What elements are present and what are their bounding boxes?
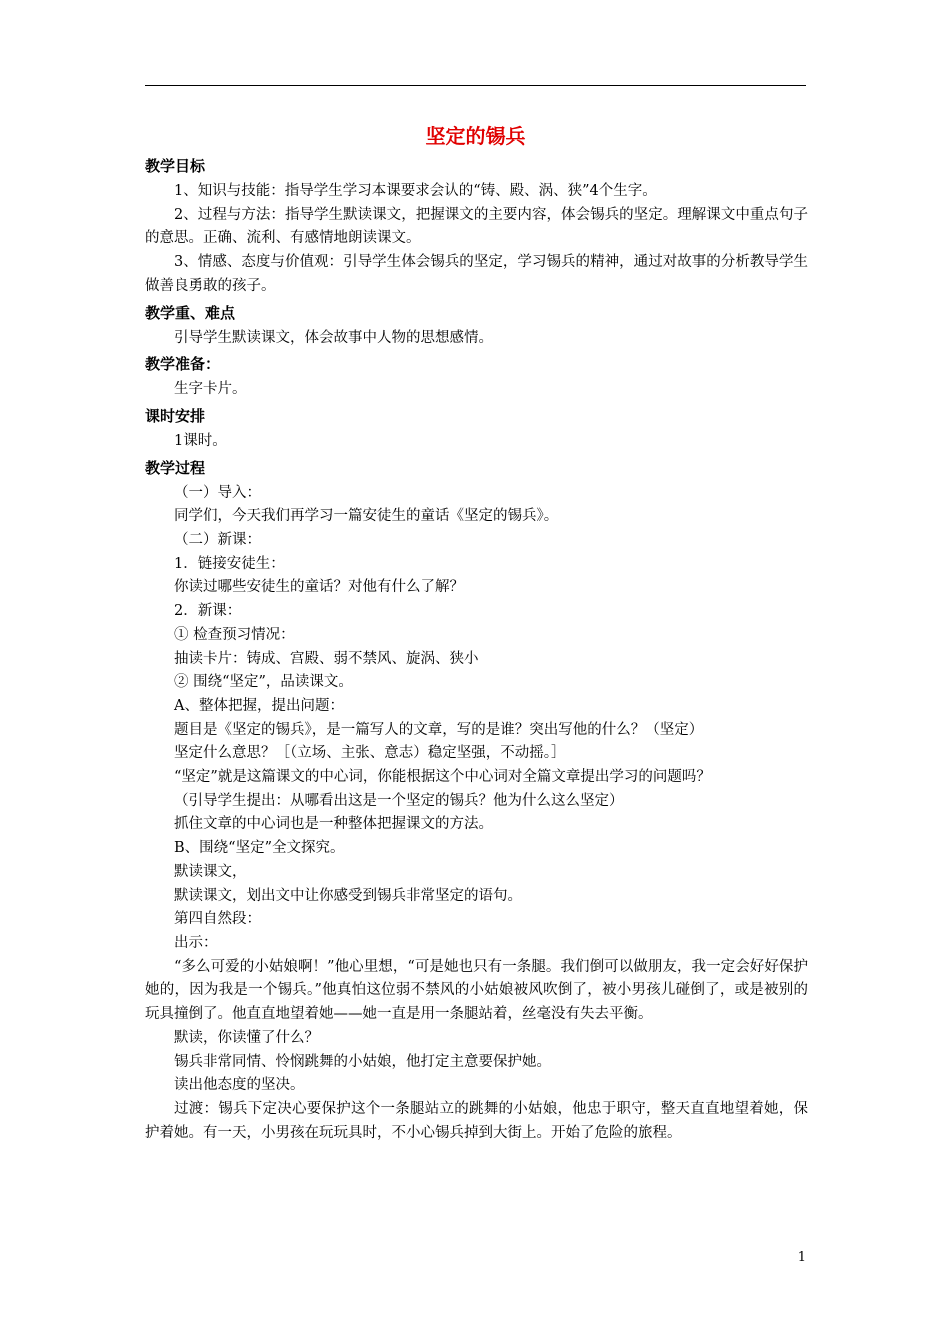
process-paragraph: 抓住文章的中心词也是一种整体把握课文的方法。 xyxy=(174,816,493,833)
process-paragraph: A、整体把握，提出问题： xyxy=(174,697,344,714)
process-paragraph: 默读课文， xyxy=(174,863,247,880)
process-paragraph: 读出他态度的坚决。 xyxy=(174,1077,305,1094)
process-paragraph: 锡兵非常同情、怜悯跳舞的小姑娘，他打定主意要保护她。 xyxy=(174,1053,551,1070)
process-paragraph: “多么可爱的小姑娘啊！”他心里想，“可是她也只有一条腿。我们倒可以做朋友，我一定会好好保护她的，因为我是一个锡兵。”他真怕这位弱不禁风的小姑娘被风吹倒了，被小男孩儿碰倒了，或是被别的玩具撞倒了。他直直地望着她——她一直是用一条腿站着，丝毫没有失去平衡。 xyxy=(145,958,808,1023)
section-heading-key-points: 教学重、难点 xyxy=(145,303,236,322)
process-paragraph: 2．新课： xyxy=(174,603,242,620)
process-paragraph: 同学们，今天我们再学习一篇安徒生的童话《坚定的锡兵》。 xyxy=(174,508,559,525)
document-body xyxy=(145,154,808,1145)
objective-item: 2、过程与方法：指导学生默读课文，把握课文的主要内容，体会锡兵的坚定。理解课文中重点句子的意思。正确、流利、有感情地朗读课文。 xyxy=(145,206,808,247)
header-rule xyxy=(145,85,806,86)
preparation-text: 生字卡片。 xyxy=(174,381,247,398)
document-title: 坚定的锡兵 xyxy=(425,124,526,148)
process-paragraph: （引导学生提出：从哪看出这是一个坚定的锡兵？他为什么这么坚定） xyxy=(174,792,624,809)
objective-item: 1、知识与技能：指导学生学习本课要求会认的“铸、殿、涡、狭”4个生字。 xyxy=(174,183,657,199)
section-heading-preparation: 教学准备： xyxy=(145,355,221,374)
process-paragraph: ① 检查预习情况： xyxy=(174,626,295,643)
process-paragraph: 默读课文，划出文中让你感受到锡兵非常坚定的语句。 xyxy=(174,887,522,904)
process-paragraph: 坚定什么意思？［（立场、主张、意志）稳定坚强，不动摇。］ xyxy=(174,745,566,762)
process-paragraph: “坚定”就是这篇课文的中心词，你能根据这个中心词对全篇文章提出学习的问题吗？ xyxy=(174,769,711,786)
section-heading-schedule: 课时安排 xyxy=(145,406,206,425)
schedule-text: 1课时。 xyxy=(174,432,227,449)
process-paragraph: （一）导入： xyxy=(174,484,261,501)
process-paragraph: 题目是《坚定的锡兵》，是一篇写人的文章，写的是谁？突出写他的什么？（坚定） xyxy=(174,721,704,738)
process-paragraph: 过渡：锡兵下定决心要保护这个一条腿站立的跳舞的小姑娘，他忠于职守，整天直直地望着她，保护着她。有一天，小男孩在玩玩具时，不小心锡兵掉到大街上。开始了危险的旅程。 xyxy=(145,1100,808,1141)
objective-item: 3、情感、态度与价值观：引导学生体会锡兵的坚定，学习锡兵的精神，通过对故事的分析教导学生做善良勇敢的孩子。 xyxy=(145,254,808,294)
process-paragraph: 默读，你读懂了什么？ xyxy=(174,1029,319,1046)
section-heading-process: 教学过程 xyxy=(145,458,206,477)
section-heading-objectives: 教学目标 xyxy=(145,157,206,175)
process-paragraph: 抽读卡片：铸成、宫殿、弱不禁风、旋涡、狭小 xyxy=(174,650,479,667)
process-paragraph: B、围绕“坚定”全文探究。 xyxy=(174,840,345,857)
process-paragraph: 1．链接安徒生： xyxy=(174,555,285,572)
process-paragraph: 你读过哪些安徒生的童话？对他有什么了解？ xyxy=(174,579,464,596)
process-paragraph: 第四自然段： xyxy=(174,911,261,928)
process-paragraph: 出示： xyxy=(174,934,218,951)
page-number: 1 xyxy=(797,1250,806,1265)
process-paragraph: ② 围绕“坚定”，品读课文。 xyxy=(174,674,353,691)
process-paragraph: （二）新课： xyxy=(174,532,261,549)
key-points-text: 引导学生默读课文，体会故事中人物的思想感情。 xyxy=(174,329,493,346)
